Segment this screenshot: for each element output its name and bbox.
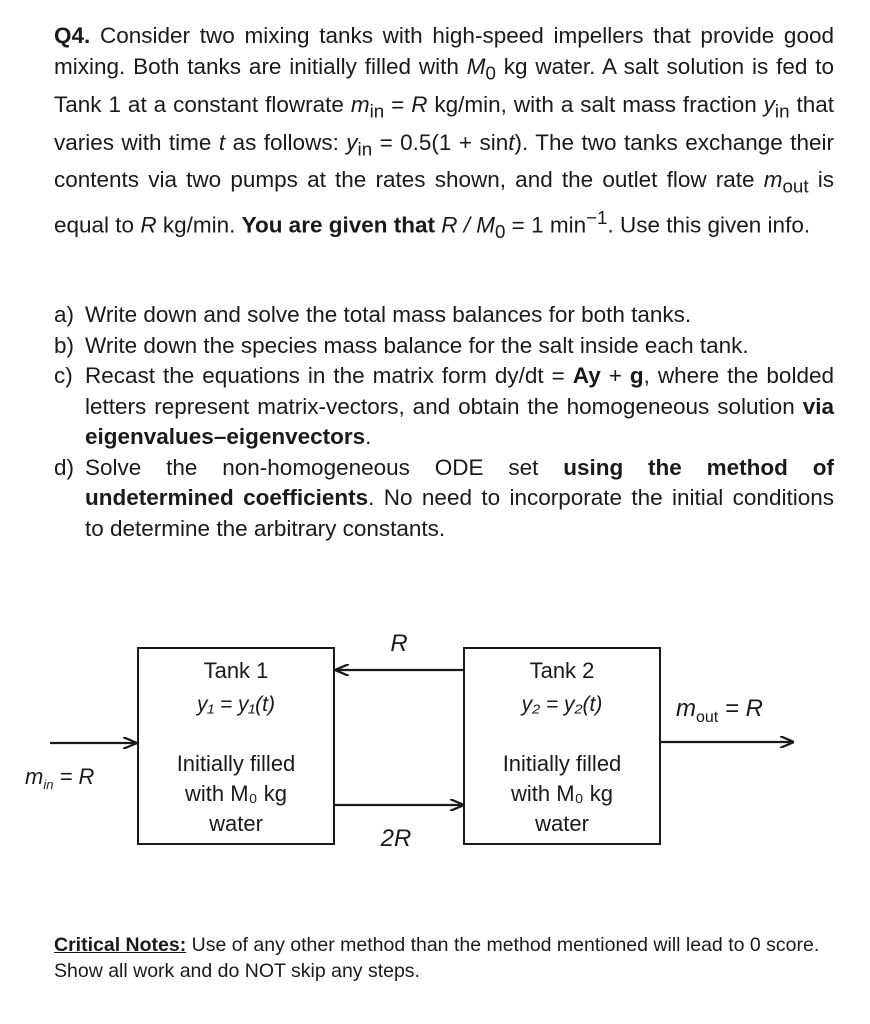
q-var: y [763,91,775,117]
part-text: Write down and solve the total mass balances for both tanks. [85,302,692,327]
tank-2-fill-2: with M₀ kg [510,781,614,806]
part-text: Recast the equations in the matrix form dy/dt = [85,363,573,388]
q-sub: 0 [485,62,496,84]
tank-2-y-eq: y₂ = y₂(t) [521,693,603,716]
outlet-m: m [676,695,696,722]
part-text: . [365,424,372,449]
q-text: . Use this given info. [607,212,811,238]
part-bold: Ay [572,363,601,388]
tank-2-fill-3: water [535,811,589,836]
q-var: m [763,167,783,193]
q-var: M [466,54,486,80]
part-bold: g [629,363,644,388]
q-sub: in [774,100,790,122]
q-var: m [350,91,370,117]
tank-1-fill-2: with M₀ kg [184,781,288,806]
inlet-m: m [25,764,44,789]
outlet-sub: out [696,709,719,726]
q-sup: −1 [586,207,608,229]
q-sub: in [357,138,373,160]
q-text: as follows: [225,129,347,155]
sub-questions [54,300,834,544]
part-label: a) [54,302,75,327]
q-text: kg/min. [156,212,242,238]
q-text: ). The two tanks exchange their contents via two pumps at the rates shown, and the outlet flow rate [54,129,834,193]
inlet-label [25,764,95,792]
q-text: kg/min, with a salt mass fraction [427,91,764,117]
tank-2-fill-1: Initially filled [502,751,622,776]
part-a [54,300,834,331]
part-text: Write down the species mass balance for the salt inside each tank. [85,332,749,358]
q-sub: 0 [494,221,506,243]
q-sub: in [369,100,385,122]
q-var: t [508,129,515,155]
part-text: , where the bolded letters represent matrix-vectors, and obtain the homogeneous solution [85,363,834,419]
tank-diagram [0,610,870,870]
inlet-sub: in [43,777,54,792]
q-var: R [140,212,157,238]
notes-heading: Critical Notes: [54,934,187,956]
question-label: Q4. [54,23,91,48]
q-var: R [411,91,428,117]
part-label: c) [54,363,73,388]
notes-text: Use of any other method than the method mentioned will lead to 0 score. Show all work and do NOT skip any steps. [54,934,820,982]
tank-1-fill-3: water [209,811,263,836]
part-d [54,453,834,545]
q-text: = [384,91,412,117]
part-text: + [600,363,630,388]
part-text: . No need to incorporate the initial conditions to determine the arbitrary constants. [85,485,834,541]
tank-1-y-eq: y₁ = y₁(t) [196,693,276,716]
part-label: b) [54,332,75,358]
question-text [54,20,834,247]
q-text: Consider two mixing tanks with high-speed impellers that provide good mixing. Both tanks are initially filled with [54,23,834,80]
part-c [54,361,834,453]
tank-2-title: Tank 2 [529,658,595,683]
outlet-eq: = R [718,695,763,722]
q-text: that varies with time [54,91,834,155]
q-var: y [346,129,358,155]
part-bold: via eigenvalues–eigenvectors [85,393,834,449]
part-label: d) [54,454,75,480]
flow-label-bottom: 2R [380,825,412,852]
q-text: is equal to [54,167,834,238]
q-text: = 1 min [505,212,587,238]
part-text: Solve the non-homogeneous ODE set [85,454,564,480]
q-text: kg water. A salt solution is fed to Tank 1 at a constant flowrate [54,54,834,117]
q-bold: You are given that [241,212,435,238]
part-b [54,331,834,362]
tank-1-fill-1: Initially filled [176,751,296,776]
critical-notes [54,932,834,984]
q-sub: out [782,175,809,197]
q-var: R / M [434,212,495,238]
q-text: = 0.5(1 + sin [372,129,509,155]
inlet-eq: = R [53,764,95,789]
outlet-label [676,695,763,726]
flow-label-top: R [390,630,408,657]
part-bold: using the method of undetermined coefficients [85,454,834,510]
tank-1-title: Tank 1 [203,658,269,683]
q-var: t [218,129,226,155]
